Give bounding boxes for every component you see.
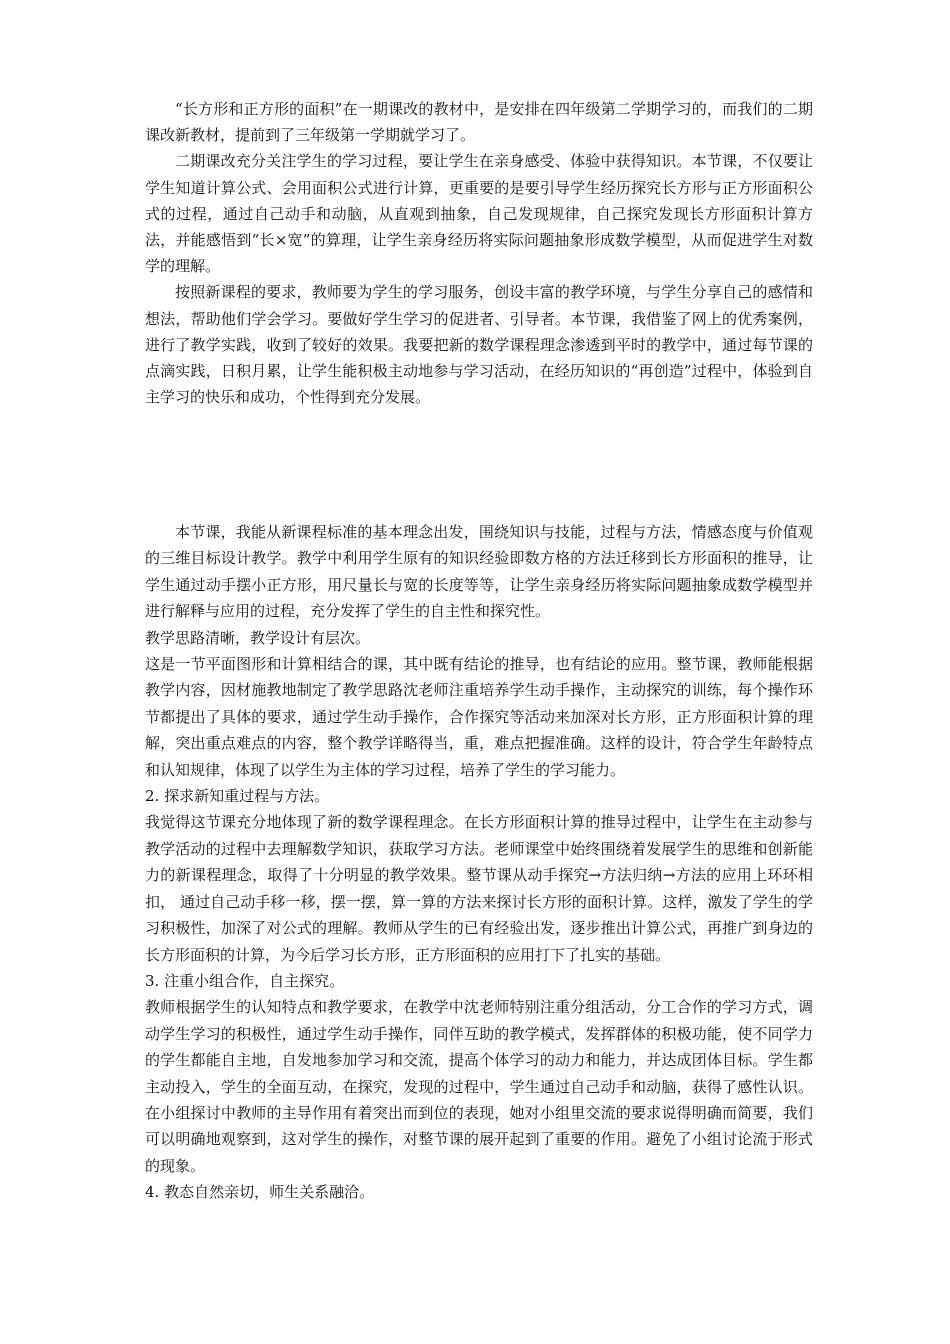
point-3-heading: 3. 注重小组合作，自主探究。: [145, 971, 345, 990]
point-2-heading: 2. 探求新知重过程与方法。: [145, 787, 330, 806]
point-2-body: 我觉得这节课充分地体现了新的数学课程理念。在长方形面积计算的推导过程中，让学生在主动参与教学活动的过程中去理解数学知识，获取学习方法。老师课堂中始终围绕着发展学生的思维和创新能力的新课程理念，取得了十分明显的教学效果。整节课从动手探究→方法归纳→方法的应用上环环相扣， 通过自己动手移一移，摆一摆，算一算的方法来探讨长方形的面积计算。这样，激发了学生的学习积极性，加深了对公式的理解。教师从学生的已有经验出发，逐步推出计算公式，再推广到身边的长方形面积的计算，为今后学习长方形，正方形面积的应用打下了扎实的基础。: [145, 813, 813, 964]
intro-section: [145, 96, 813, 410]
review-opening: 本节课，我能从新课程标准的基本理念出发，围绕知识与技能，过程与方法，情感态度与价值观的三维目标设计教学。教学中利用学生原有的知识经验即数方格的方法迁移到长方形面积的推导，让学生通过动手摆小正方形，用尺量长与宽的长度等等，让学生亲身经历将实际问题抽象成数学模型并进行解释与应用的过程，充分发挥了学生的自主性和探究性。: [145, 523, 813, 621]
intro-paragraph-3: 按照新课程的要求，教师要为学生的学习服务，创设丰富的教学环境，与学生分享自己的感情和想法，帮助他们学会学习。要做好学生学习的促进者、引导者。本节课，我借鉴了网上的优秀案例，进行了教学实践，收到了较好的效果。我要把新的数学课程理念渗透到平时的教学中，通过每节课的点滴实践，日积月累，让学生能积极主动地参与学习活动，在经历知识的“再创造”过程中，体验到自主学习的快乐和成功，个性得到充分发展。: [145, 283, 813, 407]
review-section: [145, 519, 813, 1206]
point-4-heading: 4. 教态自然亲切，师生关系融洽。: [145, 1183, 375, 1202]
intro-paragraph-2: 二期课改充分关注学生的学习过程，要让学生在亲身感受、体验中获得知识。本节课，不仅要让学生知道计算公式、会用面积公式进行计算，更重要的是要引导学生经历探究长方形与正方形面积公式的过程，通过自己动手和动脑，从直观到抽象，自己发现规律，自己探究发现长方形面积计算方法，并能感悟到“长×宽”的算理，让学生亲身经历将实际问题抽象形成数学模型，从而促进学生对数学的理解。: [145, 152, 813, 276]
point-1-body: 这是一节平面图形和计算相结合的课，其中既有结论的推导，也有结论的应用。整节课，教师能根据教学内容，因材施教地制定了教学思路沈老师注重培养学生动手操作，主动探究的训练，每个操作环节都提出了具体的要求，通过学生动手操作，合作探究等活动来加深对长方形，正方形面积计算的理解，突出重点难点的内容，整个教学详略得当，重，难点把握准确。这样的设计，符合学生年龄特点和认知规律，体现了以学生为主体的学习过程，培养了学生的学习能力。: [145, 655, 813, 779]
intro-paragraph-1: “长方形和正方形的面积”在一期课改的教材中，是安排在四年级第二学期学习的，而我们的二期课改新教材，提前到了三年级第一学期就学习了。: [145, 100, 813, 145]
point-3-body: 教师根据学生的认知特点和教学要求，在教学中沈老师特别注重分组活动，分工合作的学习方式，调动学生学习的积极性，通过学生动手操作，同伴互助的教学模式，发挥群体的积极功能，使不同学力的学生都能自主地，自发地参加学习和交流，提高个体学习的动力和能力，并达成团体目标。学生都主动投入，学生的全面互动，在探究，发现的过程中，学生通过自己动手和动脑，获得了感性认识。在小组探讨中教师的主导作用有着突出而到位的表现，她对小组里交流的要求说得明确而简要，我们可以明确地观察到，这对学生的操作，对整节课的展开起到了重要的作用。避免了小组讨论流于形式的现象。: [145, 998, 813, 1175]
point-1-heading: 教学思路清晰，教学设计有层次。: [145, 628, 371, 647]
